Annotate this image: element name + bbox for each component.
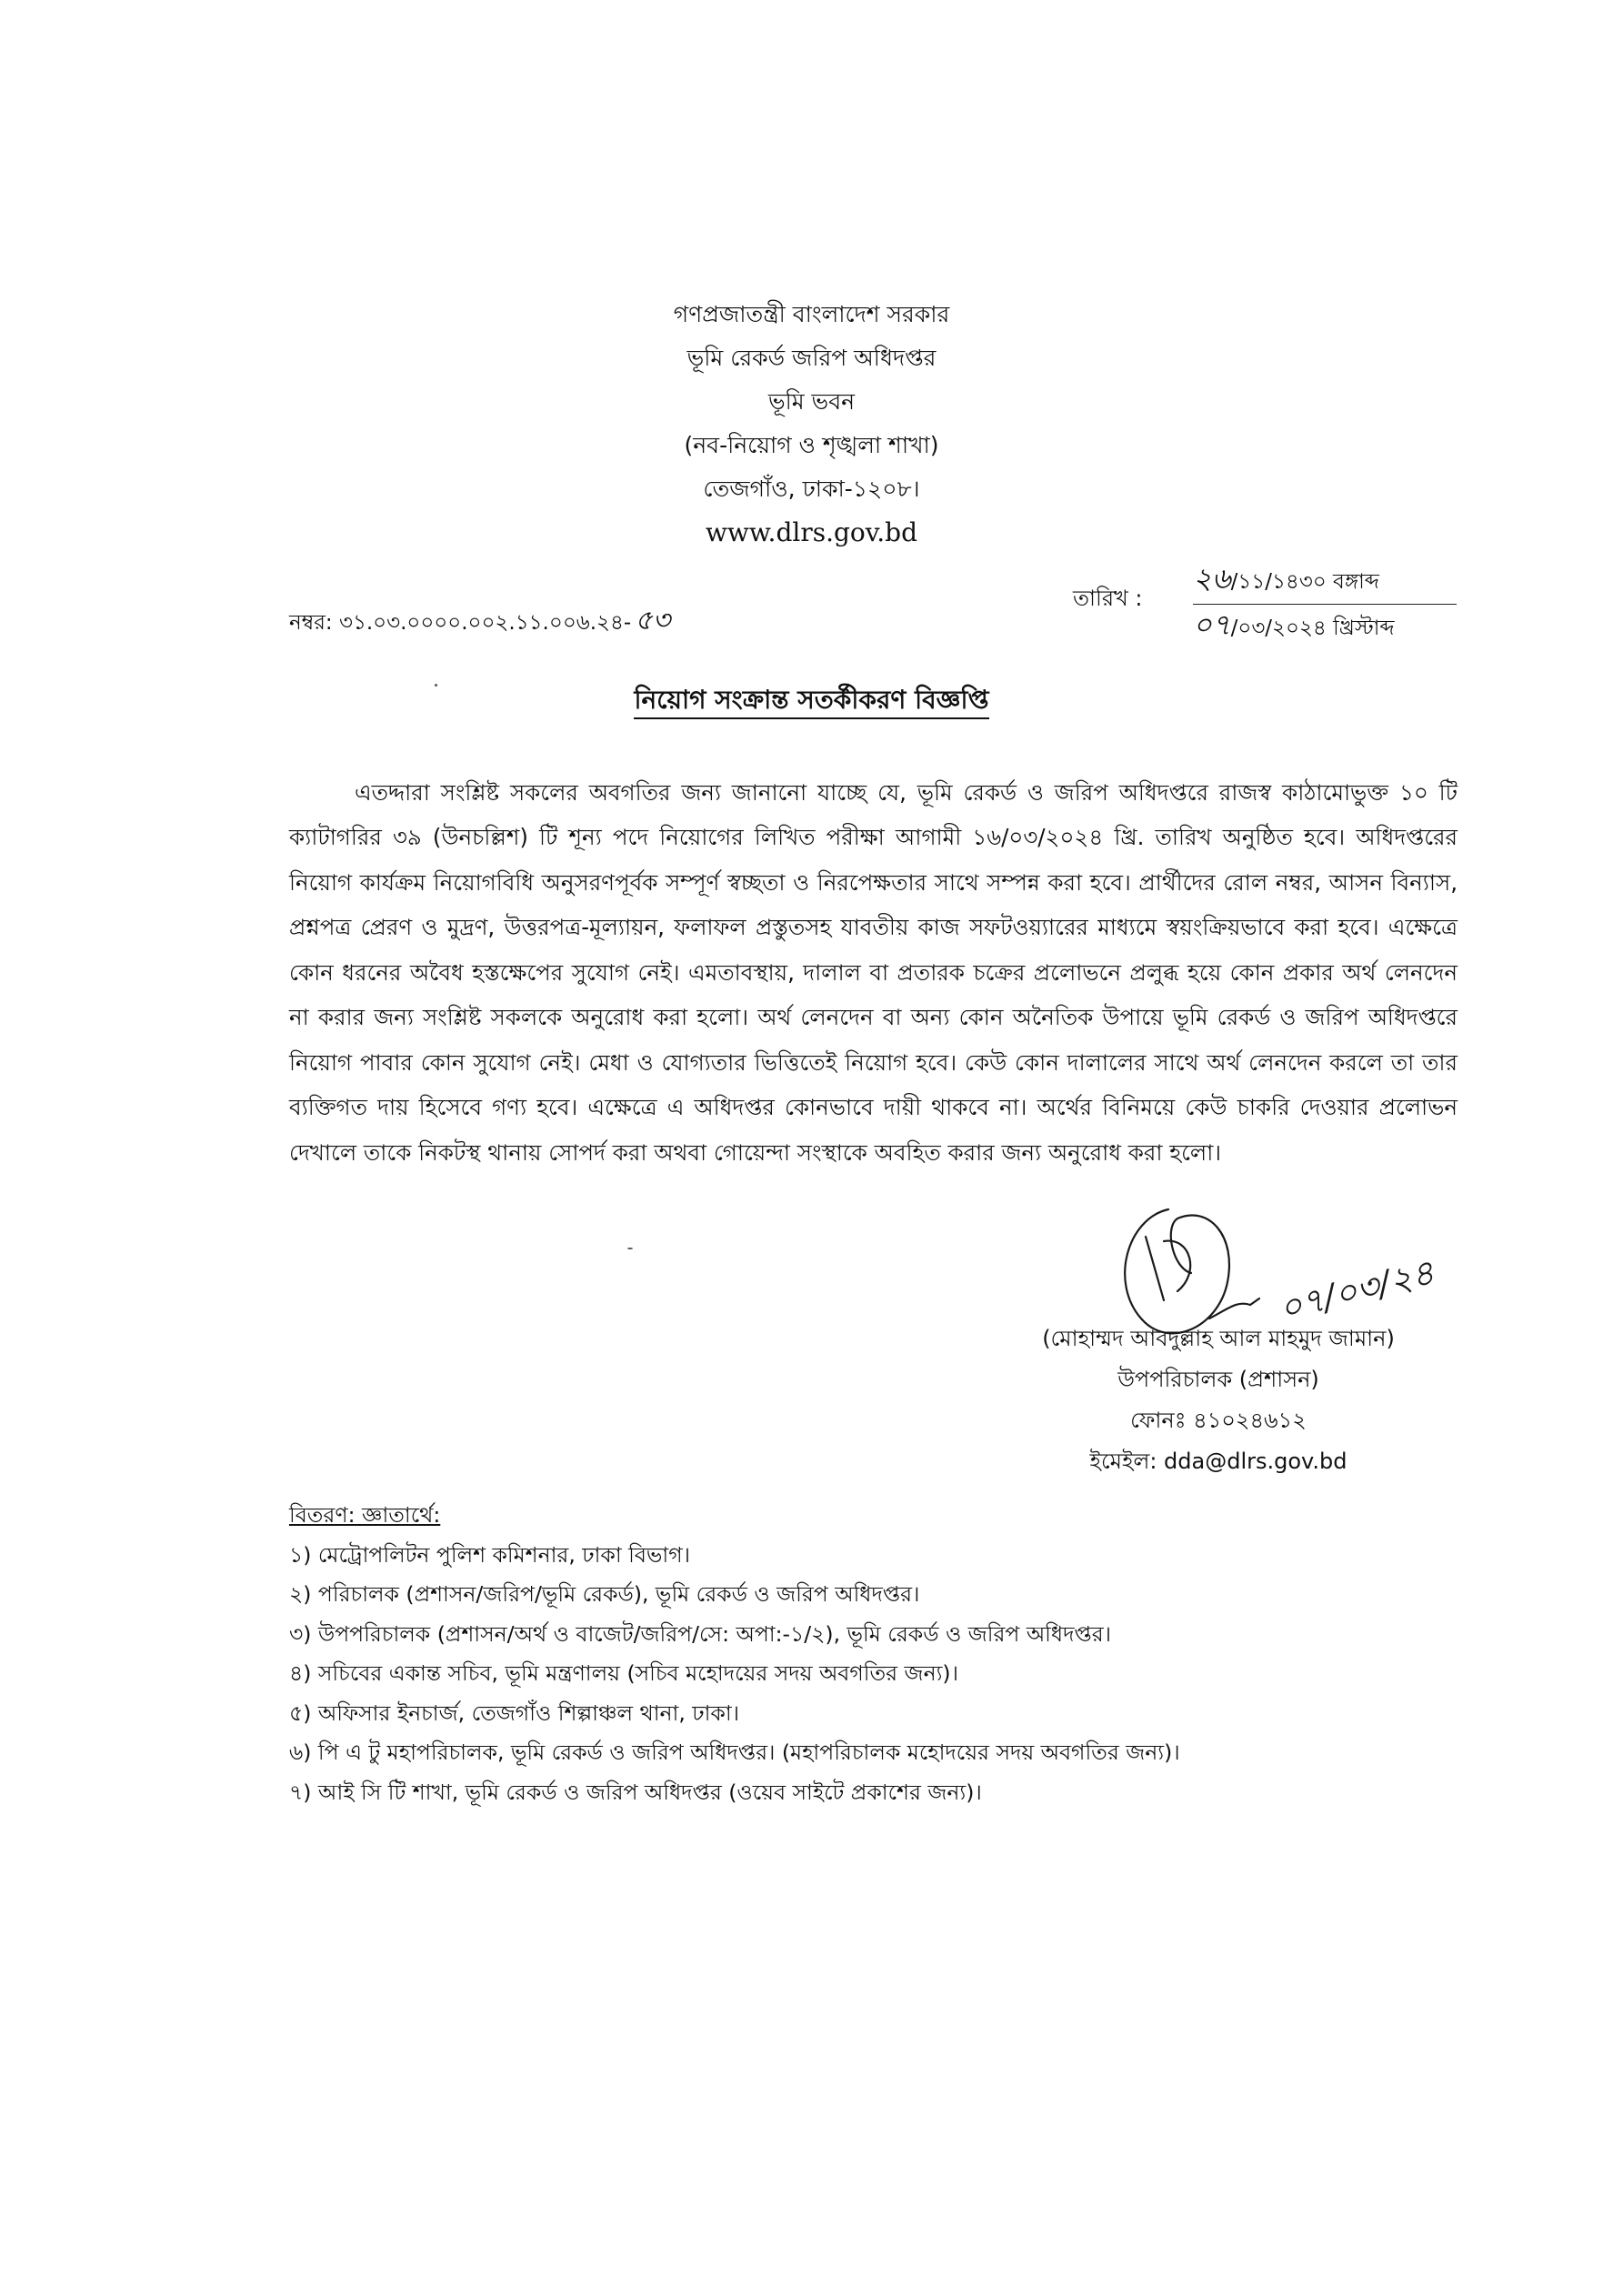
date-label: তারিখ : bbox=[1073, 586, 1143, 611]
list-item: ৫) অফিসার ইনচার্জ, তেজগাঁও শিল্পাঞ্চল থানা, ঢাকা। bbox=[289, 1699, 740, 1726]
date-gregorian-handwritten: ০৭ bbox=[1193, 607, 1231, 642]
distribution-items bbox=[289, 1536, 1489, 1813]
list-item: ৭) আই সি টি শাখা, ভূমি রেকর্ড ও জরিপ অধিদপ্তর (ওয়েব সাইটে প্রকাশের জন্য)। bbox=[289, 1779, 982, 1805]
date-gregorian-text: /০৩/২০২৪ খ্রিস্টাব্দ bbox=[1230, 617, 1395, 640]
government-name: গণপ্রজাতন্ত্রী বাংলাদেশ সরকার bbox=[673, 301, 950, 327]
list-item: ৩) উপপরিচালক (প্রশাসন/অর্থ ও বাজেট/জরিপ/সে: অপা:-১/২), ভূমি রেকর্ড ও জরিপ অধিদপ্তর। bbox=[289, 1620, 1112, 1647]
date-gregorian bbox=[1193, 607, 1466, 647]
memo-number-handwritten: ৫৩ bbox=[635, 605, 671, 637]
scan-speck bbox=[435, 684, 437, 687]
list-item: ১) মেট্রোপলিটন পুলিশ কমিশনার, ঢাকা বিভাগ। bbox=[289, 1541, 691, 1568]
signatory-designation: উপপরিচালক (প্রশাসন) bbox=[1117, 1367, 1319, 1392]
scan-speck bbox=[627, 1248, 633, 1249]
date-bangla-text: /১১/১৪৩০ বঙ্গাব্দ bbox=[1230, 570, 1379, 594]
letterhead bbox=[0, 293, 1623, 555]
branch-name: (নব-নিয়োগ ও শৃঙ্খলা শাখা) bbox=[684, 432, 939, 458]
signatory-email: ইমেইল: dda@dlrs.gov.bd bbox=[1089, 1449, 1347, 1474]
distribution-list bbox=[289, 1496, 1489, 1812]
date-bangla-handwritten: ২৬ bbox=[1193, 561, 1231, 596]
signatory-name: (মোহাম্মদ আবদুল্লাহ আল মাহমুদ জামান) bbox=[1042, 1326, 1395, 1351]
signatory-phone: ফোনঃ ৪১০২৪৬১২ bbox=[1130, 1408, 1307, 1433]
department-name: ভূমি রেকর্ড জরিপ অধিদপ্তর bbox=[686, 345, 937, 371]
list-item: ৬) পি এ টু মহাপরিচালক, ভূমি রেকর্ড ও জরিপ অধিদপ্তর। (মহাপরিচালক মহোদয়ের সদয় অবগতির জন্য)। bbox=[289, 1740, 1180, 1765]
signatory-block bbox=[991, 1318, 1446, 1482]
list-item: ২) পরিচালক (প্রশাসন/জরিপ/ভূমি রেকর্ড), ভূমি রেকর্ড ও জরিপ অধিদপ্তর। bbox=[289, 1581, 920, 1607]
notice-body: এতদ্দারা সংশ্লিষ্ট সকলের অবগতির জন্য জানানো যাচ্ছে যে, ভূমি রেকর্ড ও জরিপ অধিদপ্তরে রাজস্ব কাঠামোভুক্ত ১০ টি ক্যাটাগরির ৩৯ (উনচল্লিশ) টি শূন্য পদে নিয়োগের লিখিত পরীক্ষা আগামী ১৬/০৩/২০২৪ খ্রি. তারিখ অনুষ্ঠিত হবে। অধিদপ্তরের নিয়োগ কার্যক্রম নিয়োগবিধি অনুসরণপূর্বক সম্পূর্ণ স্বচ্ছতা ও নিরপেক্ষতার সাথে সম্পন্ন করা হবে। প্রার্থীদের রোল নম্বর, আসন বিন্যাস, প্রশ্নপত্র প্রেরণ ও মুদ্রণ, উত্তরপত্র-মূল্যায়ন, ফলাফল প্রস্তুতসহ যাবতীয় কাজ সফটওয়্যারের মাধ্যমে স্বয়ংক্রিয়ভাবে করা হবে। এক্ষেত্রে কোন ধরনের অবৈধ হস্তক্ষেপের সুযোগ নেই। এমতাবস্থায়, দালাল বা প্রতারক চক্রের প্রলোভনে প্রলুব্ধ হয়ে কোন প্রকার অর্থ লেনদেন না করার জন্য সংশ্লিষ্ট সকলকে অনুরোধ করা হলো। অর্থ লেনদেন বা অন্য কোন অনৈতিক উপায়ে ভূমি রেকর্ড ও জরিপ অধিদপ্তরে নিয়োগ পাবার কোন সুযোগ নেই। মেধা ও যোগ্যতার ভিত্তিতেই নিয়োগ হবে। কেউ কোন দালালের সাথে অর্থ লেনদেন করলে তা তার ব্যক্তিগত দায় হিসেবে গণ্য হবে। এক্ষেত্রে এ অধিদপ্তর কোনভাবে দায়ী থাকবে না। অর্থের বিনিময়ে কেউ চাকরি দেওয়ার প্রলোভন দেখালে তাকে নিকটস্থ থানায় সোপর্দ করা অথবা গোয়েন্দা সংস্থাকে অবহিত করার জন্য অনুরোধ করা হলো। bbox=[289, 778, 1458, 1166]
memo-number-text: নম্বর: ৩১.০৩.০০০০.০০২.১১.০০৬.২৪- bbox=[289, 611, 632, 635]
list-item: ৪) সচিবের একান্ত সচিব, ভূমি মন্ত্রণালয় (সচিব মহোদয়ের সদয় অবগতির জন্য)। bbox=[289, 1660, 958, 1686]
date-divider bbox=[1193, 604, 1457, 605]
memo-number bbox=[289, 598, 670, 645]
address: তেজগাঁও, ঢাকা-১২০৮। bbox=[703, 476, 920, 502]
subject-heading bbox=[0, 680, 1623, 723]
subject-text: নিয়োগ সংক্রান্ত সতর্কীকরণ বিজ্ঞপ্তি bbox=[634, 685, 988, 719]
date-block bbox=[1193, 556, 1466, 647]
signature-date: ০৭/০৩/২৪ bbox=[1275, 1251, 1438, 1329]
building-name: ভূমি ভবন bbox=[767, 388, 856, 415]
website: www.dlrs.gov.bd bbox=[705, 517, 918, 547]
date-bangla bbox=[1193, 556, 1466, 604]
distribution-title: বিতরণ: জ্ঞাতার্থে: bbox=[289, 1502, 441, 1528]
